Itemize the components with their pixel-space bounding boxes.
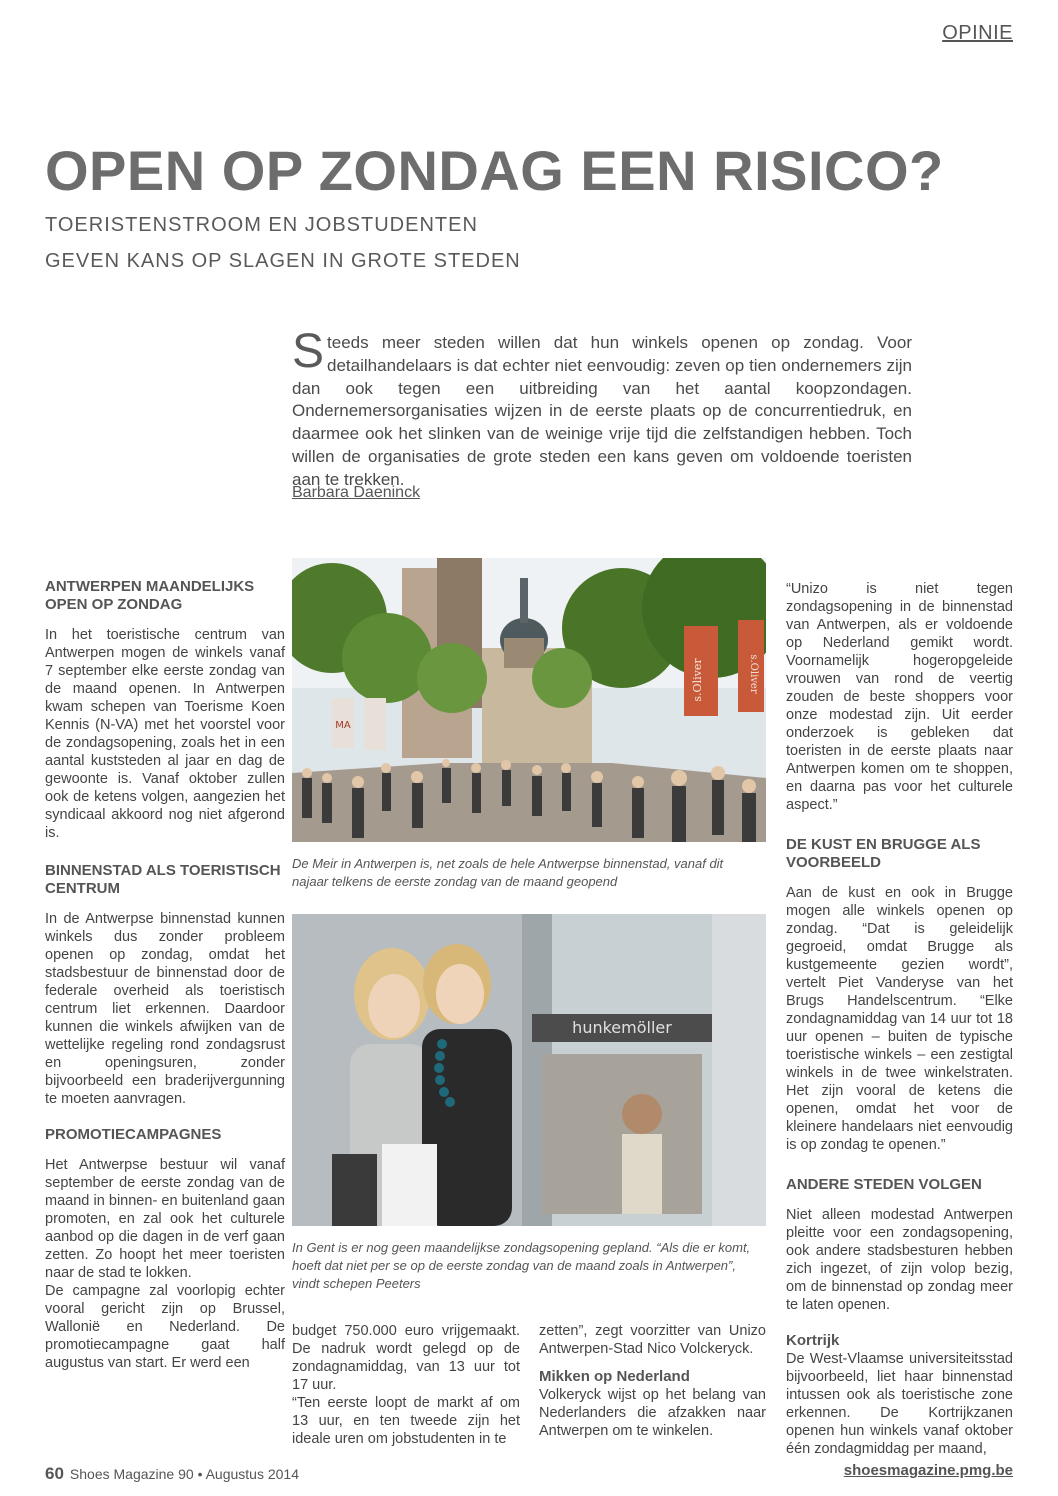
article-intro <box>292 325 912 492</box>
paragraph: “Ten eerste loopt de markt af om 13 uur, en ten tweede zijn het ideale uren om jobstudenten in te <box>292 1395 520 1447</box>
heading-antwerpen: ANTWERPEN MAANDELIJKS OPEN OP ZONDAG <box>45 578 255 613</box>
photo-caption-1: De Meir in Antwerpen is, net zoals de hele Antwerpse binnenstad, vanaf dit najaar telkens de eerste zondag van de maand geopend <box>292 856 724 889</box>
paragraph: Volkeryck wijst op het belang van Nederlanders die afzakken naar Antwerpen om te winkelen. <box>539 1387 766 1439</box>
banner-text-2: s.Oliver <box>748 654 759 694</box>
paragraph: Niet alleen modestad Antwerpen pleitte voor een zondagsopening, ook andere stadsbesturen hebben zich ingezet, of zijn volop bezig, om de binnenstad op zondag meer te laten openen. <box>786 1207 1013 1313</box>
article-title: OPEN OP ZONDAG EEN RISICO? <box>45 139 944 202</box>
author-byline: Barbara Daeninck <box>292 484 421 501</box>
paragraph: budget 750.000 euro vrijgemaakt. De nadruk wordt gelegd op de zondagnamiddag, van 13 uur tot 17 uur. <box>292 1323 520 1393</box>
paragraph: “Unizo is niet tegen zondagsopening in de binnenstad van Antwerpen, als er voldoende op Nederland gemikt wordt. Voornamelijk hogeropgeleide vrouwen van rond de veertig zouden de beste shoppers voor onze modestad zijn. Uit eerder onderzoek is gebleken dat toeristen in de eerste plaats naar Antwerpen komen om te shoppen, en daarna pas voor het culturele aspect.” <box>786 581 1013 813</box>
intro-text: teeds meer steden willen dat hun winkels openen op zondag. Voor detailhandelaars is dat echter niet eenvoudig: zeven op tien ondernemers zijn dan ook tegen een uitbreiding van het aantal koopzondagen. Ondernemersorganisaties wijzen in de eerste plaats op de concurrentiedruk, en daarmee ook het slinken van de weinige vrije tijd die zelfstandigen hebben. Toch willen de organisaties de grote steden een kans geven om voldoende toeristen aan te trekken. <box>292 333 912 489</box>
paragraph: zetten”, zegt voorzitter van Unizo Antwerpen-Stad Nico Volckeryck. <box>539 1323 766 1357</box>
heading-andere-steden: ANDERE STEDEN VOLGEN <box>786 1176 982 1193</box>
column-3 <box>539 1322 766 1440</box>
article-subtitle-line1: TOERISTENSTROOM EN JOBSTUDENTEN <box>45 214 478 236</box>
heading-kust-brugge: DE KUST EN BRUGGE ALS VOORBEELD <box>786 836 981 871</box>
photo-meir-antwerpen <box>292 558 766 842</box>
shop-sign-text: hunkemöller <box>572 1018 672 1037</box>
paragraph: Het Antwerpse bestuur wil vanaf september de eerste zondag van de maand in binnen- en buitenland gaan promoten, en zal ook het culturele aanbod op die dagen in de verf gaan zetten. Zo hoopt het meer toeristen naar de stad te lokken. <box>45 1157 285 1281</box>
heading-binnenstad: BINNENSTAD ALS TOERISTISCH CENTRUM <box>45 862 281 897</box>
street-scene-illustration <box>292 558 766 842</box>
shop-sign: MA <box>335 720 351 731</box>
column-4 <box>786 580 1013 1458</box>
paragraph: In de Antwerpse binnenstad kunnen winkels dus zonder probleem openen op zondag, omdat het stadsbestuur de binnenstad door de federale overheid als toeristisch centrum liet erkennen. Daardoor kunnen die winkels afwijken van de wettelijke regeling rond zondagsrust en openingsuren, zonder bijvoorbeeld een braderijvergunning te moeten aanvragen. <box>45 911 285 1107</box>
heading-kortrijk: Kortrijk <box>786 1332 840 1349</box>
heading-mikken: Mikken op Nederland <box>539 1368 690 1385</box>
section-tag: OPINIE <box>942 22 1013 44</box>
heading-promotie: PROMOTIECAMPAGNES <box>45 1126 222 1143</box>
photo-gent-shoppers <box>292 914 766 1226</box>
paragraph: De campagne zal voorlopig echter vooral gericht zijn op Brussel, Wallonië en Nederland. De promotiecampagne gaat half augustus van start. Er werd een <box>45 1283 285 1371</box>
column-1 <box>45 578 285 1372</box>
page-footer <box>45 1464 299 1484</box>
photo-caption-2: In Gent is er nog geen maandelijkse zondagsopening gepland. “Als die er komt, hoeft dat niet per se op de eerste zondag van de maand zoals in Antwerpen”, vindt schepen Peeters <box>292 1240 751 1291</box>
paragraph: In het toeristische centrum van Antwerpen mogen de winkels vanaf 7 september elke eerste zondag van de maand openen. In Antwerpen kwam schepen van Toerisme Koen Kennis (N-VA) met het voorstel voor de zondagsopening, zoals het in een aantal kuststeden al jaar en dag de gewoonte is. Vanaf oktober zullen ook de ketens volgen, aangezien het syndicaal akkoord nog niet afgerond is. <box>45 627 285 841</box>
paragraph: Aan de kust en ook in Brugge mogen alle winkels openen op zondag. “Dat is geleidelijk gegroeid, omdat Brugge als kustgemeente gezien wordt”, vertelt Piet Vanderyse van het Brugs Handelscentrum. “Elke zondagnamiddag van 14 uur tot 18 uur openen – buiten de typische toeristische winkels – een zestigtal winkels in de twee winkelstraten. Het zijn vooral de ketens die openen, omdat het voor de kleinere handelaars niet eenvoudig is op zondag te openen.” <box>786 885 1013 1153</box>
intro-dropcap: S <box>292 325 325 378</box>
shoppers-illustration <box>292 914 766 1226</box>
page-number: 60 <box>45 1464 64 1483</box>
paragraph: De West-Vlaamse universiteitsstad bijvoorbeeld, liet haar binnenstad intussen ook als toeristische zone erkennen. De Kortrijkzanen openen hun winkels vanaf oktober één zondagmiddag per maand, <box>786 1351 1013 1457</box>
website-link[interactable]: shoesmagazine.pmg.be <box>843 1462 1013 1479</box>
issue-info: Shoes Magazine 90 • Augustus 2014 <box>69 1466 299 1482</box>
article-subtitle-line2: GEVEN KANS OP SLAGEN IN GROTE STEDEN <box>45 250 521 272</box>
column-2 <box>292 1322 520 1448</box>
banner-text-1: s.Oliver <box>691 658 704 702</box>
